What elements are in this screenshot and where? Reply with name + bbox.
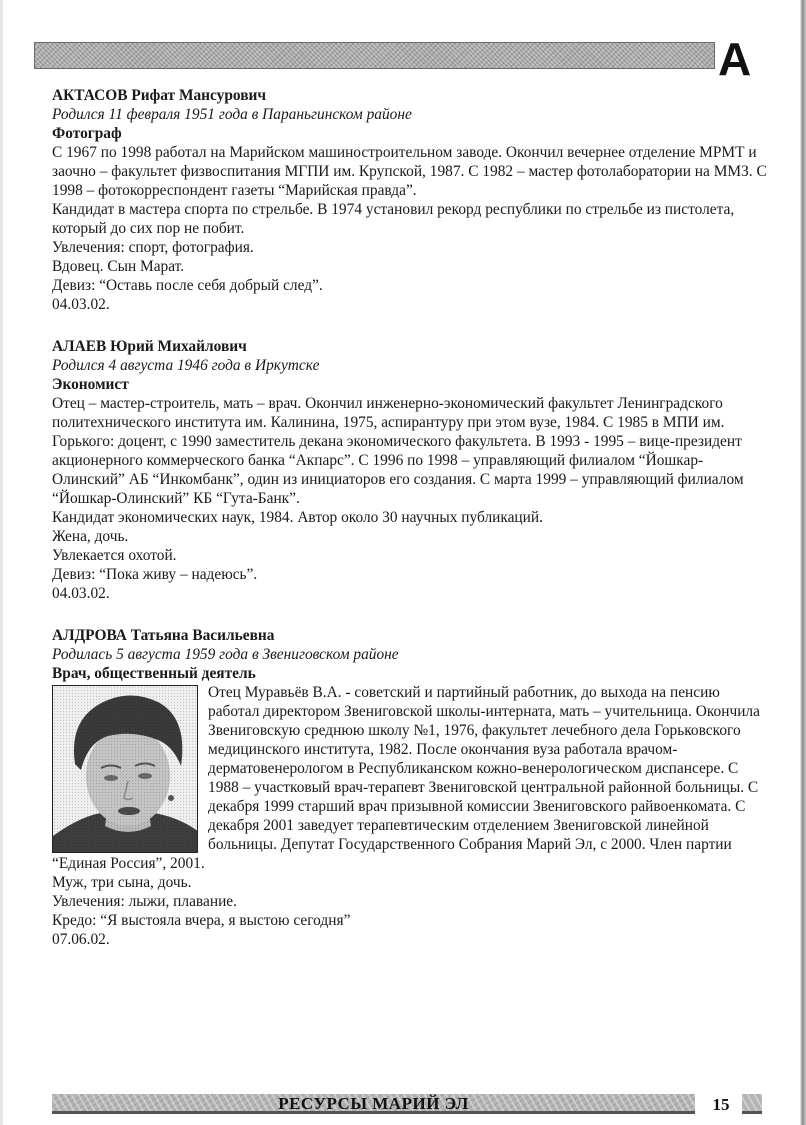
entry-credo: Кредо: “Я выстояла вчера, я выстою сегодня”: [52, 912, 351, 929]
entry-profession: Экономист: [52, 376, 129, 393]
scan-binding-edge: [800, 0, 806, 1125]
entry-birth: Родилась 5 августа 1959 года в Звениговском районе: [52, 646, 399, 663]
entry-alaev: [52, 337, 772, 603]
entry-aktasov: [52, 86, 772, 314]
entry-name: АКТАСОВ Рифат Мансурович: [52, 87, 267, 104]
entry-name: АЛАЕВ Юрий Михайлович: [52, 338, 247, 355]
entry-family: Вдовец. Сын Марат.: [52, 258, 185, 275]
entry-profession: Фотограф: [52, 125, 122, 142]
scan-left-edge: [0, 0, 3, 1125]
entry-birth: Родился 11 февраля 1951 года в Параньгинском районе: [52, 106, 412, 123]
entry-achievements: Кандидат в мастера спорта по стрельбе. В 1974 установил рекорд республики по стрельбе из пистолета, который до сих пор не побит.: [52, 201, 735, 237]
footer-decorative-bar: [52, 1094, 695, 1114]
entry-bio: Отец Муравьёв В.А. - советский и партийный работник, до выхода на пенсию работал директором Звениговской школы-интерната, мать – учительница. Окончила Звениговскую среднюю школу №1, 1976, факультет лечебного дела Горьковского медицинского института, 1982. После окончания вуза работала врачом-дерматовенерологом в Республиканском кожно-венерологическом диспансере. С 1988 – участковый врач-терапевт Звениговской центральной районной больницы. С декабря 1999 старший врач призывной комиссии Звениговского райвоенкомата. С декабря 2001 заведует терапевтическим отделением Звениговской линейной больницы. Депутат Государственного Собрания Марий Эл, с 2000. Член партии “Единая Россия”, 2001.: [52, 684, 760, 872]
entry-hobbies: Увлечения: спорт, фотография.: [52, 239, 254, 256]
publication-title: РЕСУРСЫ МАРИЙ ЭЛ: [278, 1094, 469, 1113]
entry-motto: Девиз: “Пока живу – надеюсь”.: [52, 566, 258, 583]
header-decorative-bar: [34, 42, 715, 69]
entry-hobbies: Увлекается охотой.: [52, 547, 177, 564]
entry-family: Жена, дочь.: [52, 528, 129, 545]
entry-bio: Отец – мастер-строитель, мать – врач. Окончил инженерно-экономический факультет Ленинградского политехнического института им. Калинина, 1975, аспирантуру при этом вузе, 1984. С 1985 в МПИ им. Горького: доцент, с 1990 заместитель декана экономического факультета. В 1993 - 1995 – вице-президент акционерного коммерческого банка “Акпарс”. С 1996 по 1998 – управляющий филиалом “Йошкар-Олинский” АБ “Инкомбанк”, один из инициаторов его создания. С марта 1999 – управляющий филиалом “Йошкар-Олинский” КБ “Гута-Банк”.: [52, 395, 744, 507]
entry-aldrova: [52, 626, 772, 949]
entry-date: 04.03.02.: [52, 585, 110, 602]
entry-family: Муж, три сына, дочь.: [52, 874, 192, 891]
entry-profession: Врач, общественный деятель: [52, 665, 256, 682]
portrait-photo: [52, 685, 198, 853]
entry-birth: Родился 4 августа 1946 года в Иркутске: [52, 357, 320, 374]
entry-hobbies: Увлечения: лыжи, плавание.: [52, 893, 237, 910]
footer-decorative-bar-end: [742, 1094, 762, 1114]
page-number: 15: [702, 1088, 740, 1122]
entries-list: [52, 86, 772, 972]
entry-bio: С 1967 по 1998 работал на Марийском машиностроительном заводе. Окончил вечернее отделение МРМТ и заочно – факультет физвоспитания МГПИ им. Крупской, 1987. С 1982 – мастер фотолаборатории на ММЗ. С 1998 – фотокорреспондент газеты “Марийская правда”.: [52, 144, 767, 199]
entry-date: 04.03.02.: [52, 296, 110, 313]
portrait-image-icon: [53, 686, 198, 853]
section-letter: А: [718, 33, 752, 85]
entry-degree: Кандидат экономических наук, 1984. Автор около 30 научных публикаций.: [52, 509, 543, 526]
entry-date: 07.06.02.: [52, 931, 110, 948]
entry-name: АЛДРОВА Татьяна Васильевна: [52, 627, 275, 644]
entry-motto: Девиз: “Оставь после себя добрый след”.: [52, 277, 323, 294]
